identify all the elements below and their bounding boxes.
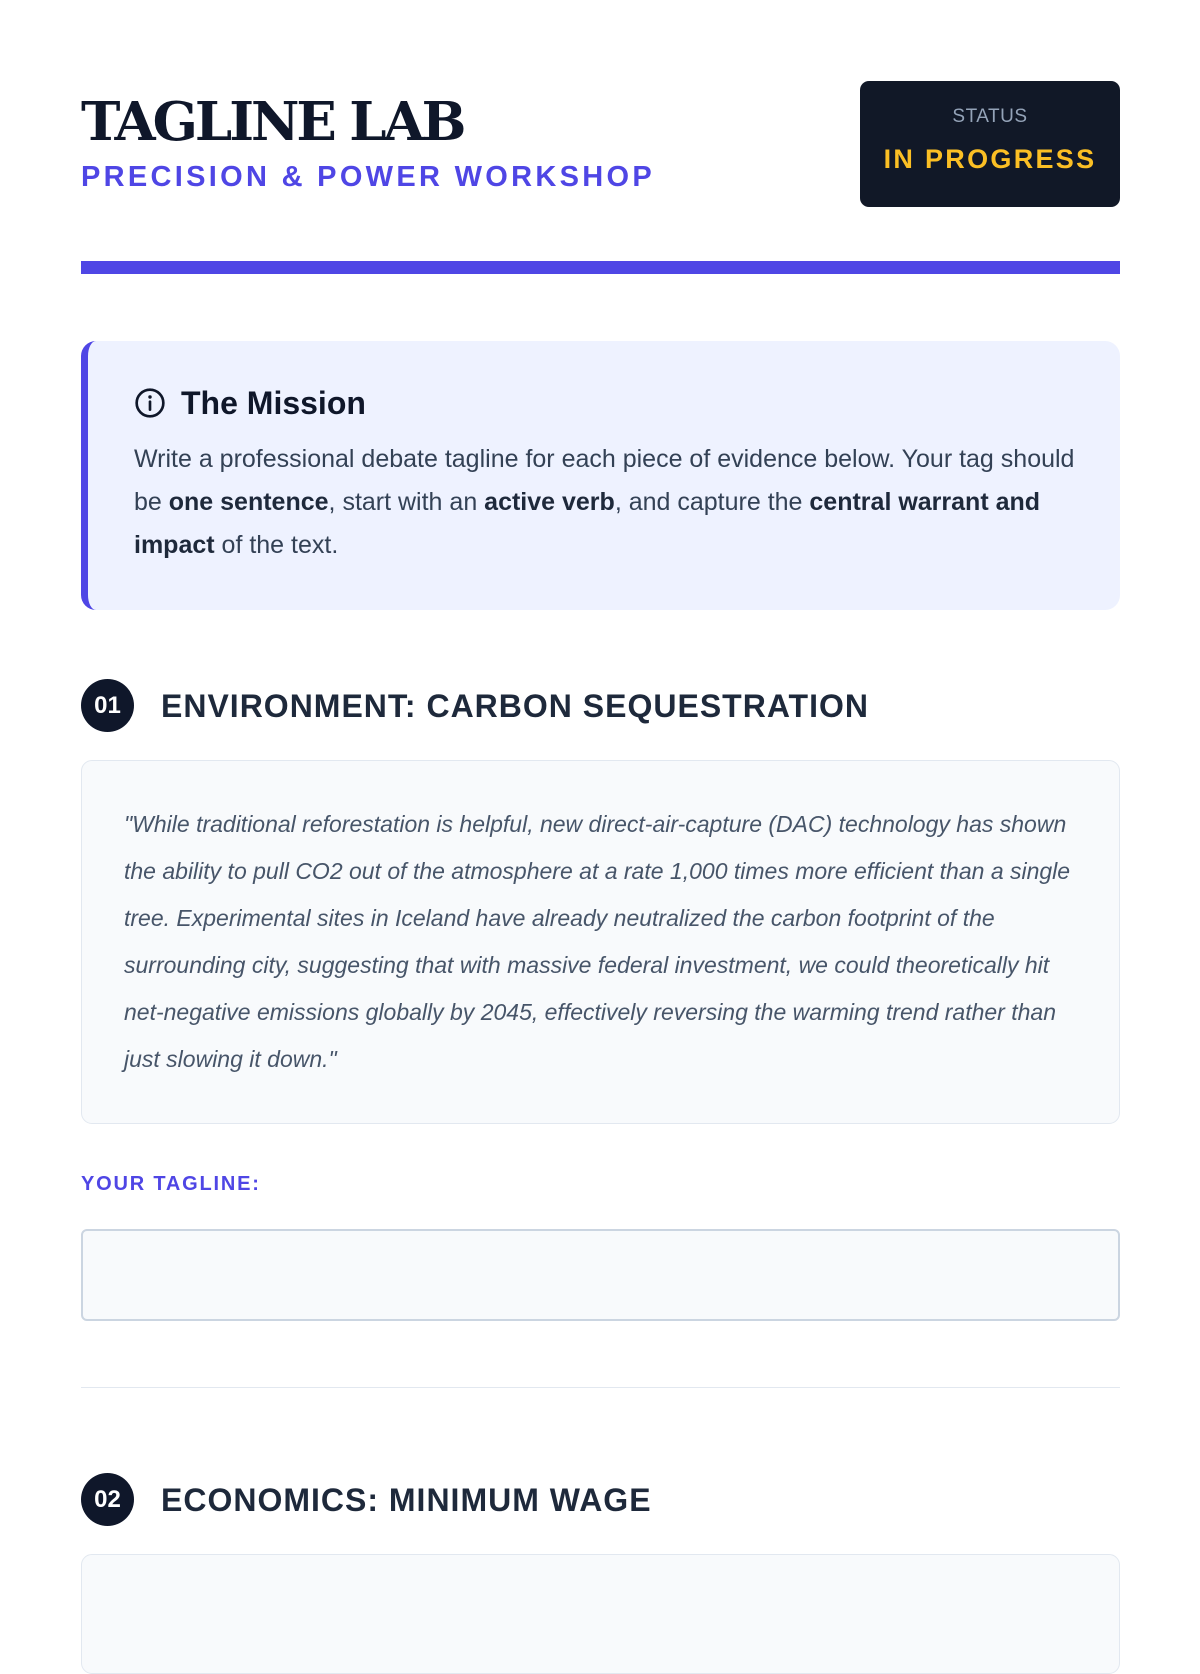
section-title: ENVIRONMENT: CARBON SEQUESTRATION (161, 687, 869, 724)
mission-emphasis-verb: active verb (484, 488, 615, 516)
section-header-01 (81, 679, 869, 732)
mission-text-3: , and capture the (614, 488, 810, 516)
mission-text-4: of the text. (214, 531, 339, 559)
status-value: IN PROGRESS (883, 144, 1097, 174)
page-title: TAGLINE LAB (81, 91, 464, 153)
mission-emphasis-warrant: central warrant and impact (134, 488, 1041, 559)
mission-instructions (134, 438, 1094, 567)
evidence-quote-box (81, 760, 1120, 1124)
tagline-input[interactable] (81, 1229, 1120, 1321)
page-subtitle: PRECISION & POWER WORKSHOP (81, 161, 655, 193)
section-header-02 (81, 1473, 652, 1526)
section-title: ECONOMICS: MINIMUM WAGE (161, 1481, 652, 1518)
mission-title: The Mission (181, 385, 366, 421)
section-number-badge: 02 (81, 1473, 134, 1526)
status-label: STATUS (952, 106, 1028, 127)
status-badge (860, 81, 1120, 207)
tagline-label: YOUR TAGLINE: (81, 1173, 261, 1195)
evidence-quote-box-02 (81, 1554, 1120, 1674)
mission-text-2: , start with an (328, 488, 485, 516)
section-divider (81, 1387, 1120, 1388)
section-number-badge: 01 (81, 679, 134, 732)
header-accent-bar (81, 261, 1120, 274)
evidence-quote: "While traditional reforestation is helpful, new direct-air-capture (DAC) technology has shown the ability to pull CO2 out of the atmosphere at a rate 1,000 times more efficient than a single tree. Experimental sites in Iceland have already neutralized the carbon footprint of the surrounding city, suggesting that with massive federal investment, we could theoretically hit net-negative emissions globally by 2045, effectively reversing the warming trend rather than just slowing it down." (124, 811, 1071, 1072)
mission-text-1: Write a professional debate tagline for each piece of evidence below. Your tag should be (134, 445, 1075, 516)
info-icon (134, 387, 166, 419)
mission-header (134, 385, 366, 421)
mission-emphasis-sentence: one sentence (168, 488, 329, 516)
mission-panel (81, 341, 1120, 610)
